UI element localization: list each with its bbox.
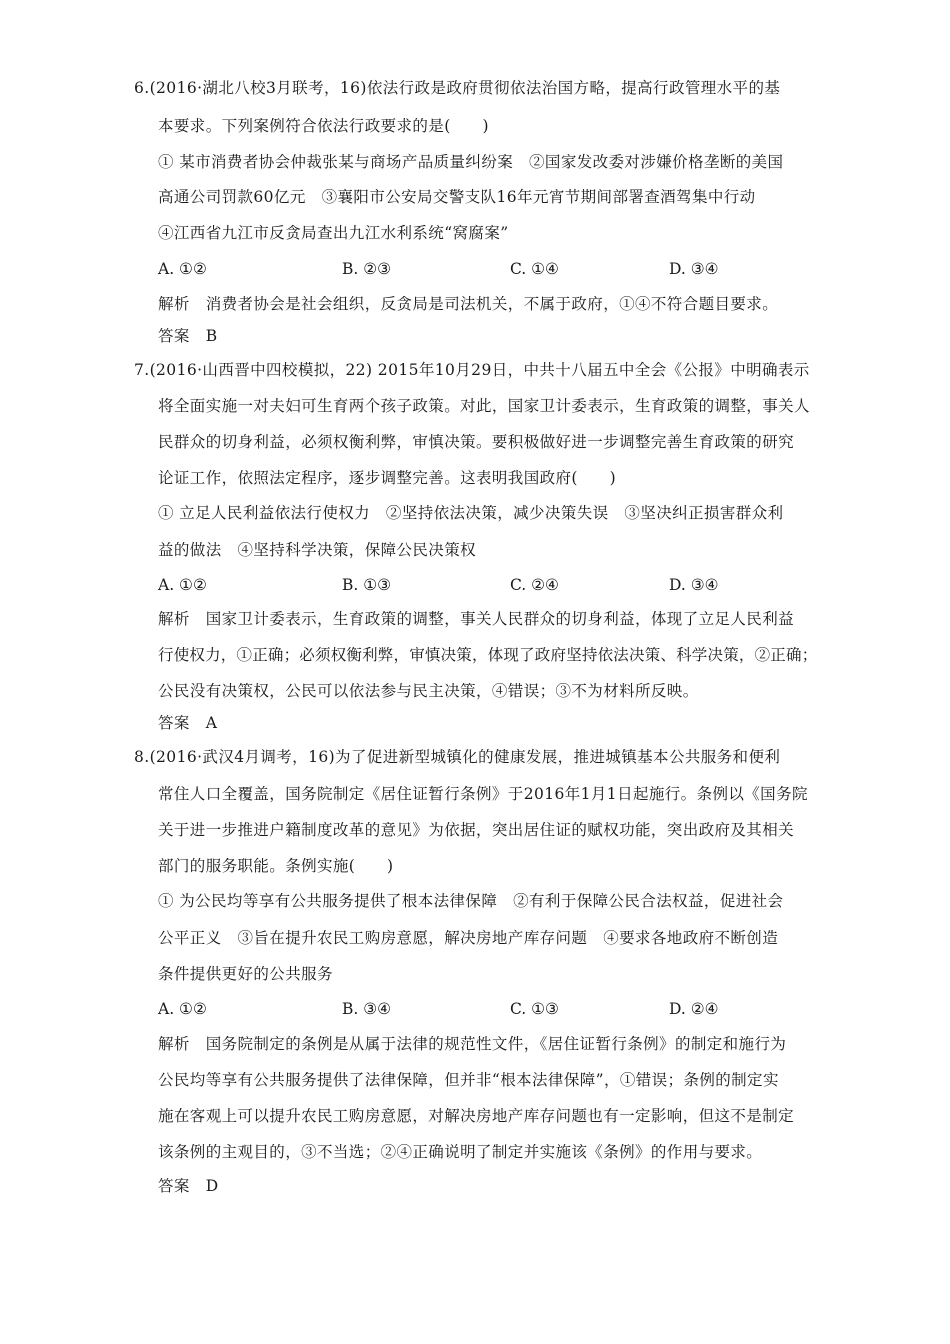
question-8-option-a: A. ①② — [158, 1000, 207, 1018]
question-7-option-a: A. ①② — [158, 576, 207, 594]
question-6-number: 6. — [134, 79, 150, 97]
question-8-stem-line-2: 常住人口全覆盖，国务院制定《居住证暂行条例》于2016年1月1日起施行。条例以《国务院 — [158, 785, 808, 803]
question-7-number: 7. — [134, 361, 150, 379]
question-7-stem-line-2: 将全面实施一对夫妇可生育两个孩子政策。对此，国家卫计委表示，生育政策的调整，事关人 — [158, 397, 810, 415]
question-8-stem-line-1: 8.(2016·武汉4月调考，16)为了促进新型城镇化的健康发展，推进城镇基本公共服务和便利 — [134, 748, 781, 766]
question-6-analysis-line-1: 解析 消费者协会是社会组织，反贪局是司法机关，不属于政府，①④不符合题目要求。 — [158, 295, 779, 313]
question-8-item-line-1: ① 为公民均等享有公共服务提供了根本法律保障 ②有利于保障公民合法权益，促进社会 — [158, 892, 784, 910]
question-8-stem-line-4: 部门的服务职能。条例实施( ) — [158, 857, 394, 875]
question-8-option-c: C. ①③ — [510, 1000, 559, 1018]
question-7-answer: 答案 A — [158, 714, 218, 732]
question-6-option-c: C. ①④ — [510, 260, 559, 278]
question-6-stem-line-1: 6.(2016·湖北八校3月联考，16)依法行政是政府贯彻依法治国方略，提高行政管理水平的基 — [134, 79, 781, 97]
question-6-option-a: A. ①② — [158, 260, 207, 278]
question-7-option-d: D. ③④ — [669, 576, 719, 594]
question-6-option-d: D. ③④ — [669, 260, 719, 278]
question-7-stem-line-3: 民群众的切身利益，必须权衡利弊，审慎决策。要积极做好进一步调整完善生育政策的研究 — [158, 433, 795, 451]
question-8-analysis-line-1: 解析 国务院制定的条例是从属于法律的规范性文件，《居住证暂行条例》的制定和施行为 — [158, 1035, 787, 1053]
question-8-item-line-2: 公平正义 ③旨在提升农民工购房意愿，解决房地产库存问题 ④要求各地政府不断创造 — [158, 929, 779, 947]
question-8-stem-line-3: 关于进一步推进户籍制度改革的意见》为依据，突出居住证的赋权功能，突出政府及其相关 — [158, 821, 795, 839]
question-7-item-line-1: ① 立足人民利益依法行使权力 ②坚持依法决策，减少决策失误 ③坚决纠正损害群众利 — [158, 504, 784, 522]
question-6-answer: 答案 B — [158, 327, 218, 345]
question-6-option-b: B. ②③ — [342, 260, 392, 278]
question-6-item-line-1: ① 某市消费者协会仲裁张某与商场产品质量纠纷案 ②国家发改委对涉嫌价格垄断的美国 — [158, 153, 784, 171]
question-7-stem-line-1: 7.(2016·山西晋中四校模拟，22) 2015年10月29日，中共十八届五中全会《公报》中明确表示 — [134, 361, 810, 379]
question-6-stem-line-2: 本要求。下列案例符合依法行政要求的是( ) — [158, 117, 489, 135]
question-8-analysis-line-4: 该条例的主观目的，③不当选；②④正确说明了制定并实施该《条例》的作用与要求。 — [158, 1143, 763, 1161]
question-6-item-line-2: 高通公司罚款60亿元 ③襄阳市公安局交警支队16年元宵节期间部署查酒驾集中行动 — [158, 188, 756, 206]
question-8-option-b: B. ③④ — [342, 1000, 392, 1018]
question-8-analysis-line-2: 公民均等享有公共服务提供了法律保障，但并非“根本法律保障”，①错误；条例的制定实 — [158, 1071, 779, 1089]
question-7-option-b: B. ①③ — [342, 576, 392, 594]
question-8-item-line-3: 条件提供更好的公共服务 — [158, 965, 333, 983]
question-6-item-line-3: ④江西省九江市反贪局查出九江水利系统“窝腐案” — [158, 224, 509, 242]
question-8-option-d: D. ②④ — [669, 1000, 719, 1018]
question-7-option-c: C. ②④ — [510, 576, 559, 594]
question-7-analysis-line-1: 解析 国家卫计委表示，生育政策的调整，事关人民群众的切身利益，体现了立足人民利益 — [158, 610, 795, 628]
question-8-answer: 答案 D — [158, 1177, 219, 1195]
question-7-analysis-line-3: 公民没有决策权，公民可以依法参与民主决策，④错误；③不为材料所反映。 — [158, 682, 699, 700]
question-7-analysis-line-2: 行使权力，①正确；必须权衡利弊，审慎决策，体现了政府坚持依法决策、科学决策，②正确； — [158, 646, 818, 664]
question-7-item-line-2: 益的做法 ④坚持科学决策，保障公民决策权 — [158, 541, 477, 559]
question-8-number: 8. — [134, 748, 150, 766]
question-8-analysis-line-3: 施在客观上可以提升农民工购房意愿，对解决房地产库存问题也有一定影响，但这不是制定 — [158, 1107, 795, 1125]
question-7-stem-line-4: 论证工作，依照法定程序，逐步调整完善。这表明我国政府( ) — [158, 469, 617, 487]
